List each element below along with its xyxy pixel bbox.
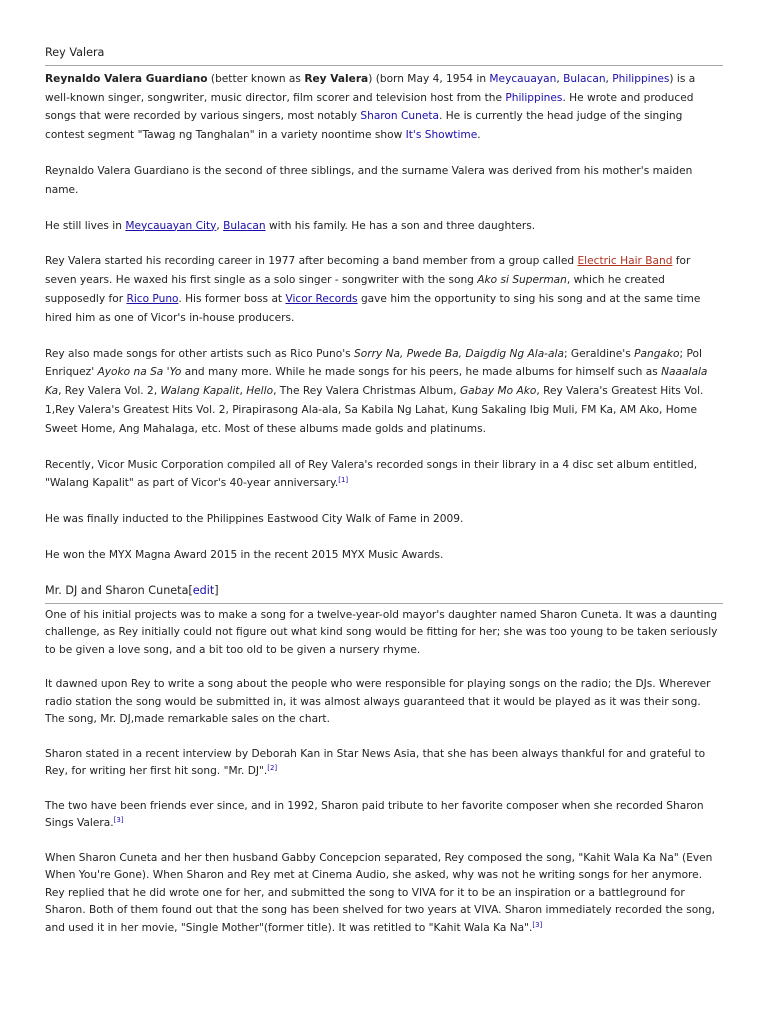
full-name: Reynaldo Valera Guardiano: [45, 72, 208, 85]
section-body: [45, 607, 723, 938]
reference-link[interactable]: [2]: [267, 764, 278, 773]
album-title: Hello: [246, 385, 274, 398]
djs-paragraph: It dawned upon Rey to write a song about the people who were responsible for playing songs on the radio; the DJs. Wherever radio station the song would be submitted in, it was almost always guaranteed that it would be played as it was their song. The song, Mr. DJ,made remarkable sales on the chart.: [45, 678, 711, 726]
page-title: Rey Valera: [45, 44, 723, 66]
myx-award-paragraph: He won the MYX Magna Award 2015 in the recent 2015 MYX Music Awards.: [45, 548, 444, 561]
text: When Sharon Cuneta and her then husband Gabby Concepcion separated, Rey composed the song, "Kahit Wala Ka Na" (Even When You're Gone). When Sharon and Rey met at Cinema Audio, she asked, why was not he writing songs for her anymore. Rey replied that he did wrote one for her, and submitted the song to VIVA for it to be an inspiration or a battleground for Sharon. Both of them found out that the song has been shelved for two years at VIVA. Sharon immediately recorded the song, and used it in her movie, "Single Mother"(former title). It was retitled to "Kahit Wala Ka Na".: [45, 851, 716, 934]
link-meycauayan[interactable]: Meycauayan: [489, 72, 557, 85]
text: ; Geraldine's: [563, 347, 635, 360]
text: ,: [605, 72, 613, 85]
text: . He is currently the head judge of the singing contest segment "Tawag ng Tanghalan" in a variety noontime show: [45, 110, 683, 142]
text: He still lives in: [45, 219, 126, 232]
song-title: Sorry Na, Pwede Ba, Daigdig Ng Ala-ala: [354, 347, 564, 360]
edit-link[interactable]: edit: [192, 583, 215, 597]
text: , Rey Valera Vol. 2,: [58, 385, 161, 398]
career-paragraph: [45, 252, 723, 327]
text: , which he created supposedly for: [45, 274, 665, 305]
tribute-paragraph: [45, 798, 723, 833]
interview-paragraph: [45, 746, 723, 781]
link-philippines-2[interactable]: Philippines: [505, 91, 563, 104]
text: ,: [239, 385, 247, 398]
text: Sharon stated in a recent interview by Deborah Kan in Star News Asia, that she has been always thankful for and grateful to Rey, for writing her first hit song. "Mr. DJ".: [45, 747, 706, 778]
link-its-showtime[interactable]: It's Showtime: [405, 129, 478, 142]
album-title: Gabay Mo Ako: [459, 385, 537, 398]
bracket: ]: [214, 583, 219, 597]
text: gave him the opportunity to sing his song and at the same time hired him as one of Vicor's in-house producers.: [45, 292, 701, 324]
reference-link[interactable]: [3]: [113, 816, 124, 825]
text: for seven years. He waxed his first single as a solo singer - songwriter with the song: [45, 255, 691, 287]
text: ; Pol Enriquez': [45, 347, 702, 379]
link-sharon-cuneta[interactable]: Sharon Cuneta: [360, 110, 439, 123]
walk-of-fame-paragraph: He was finally inducted to the Philippines Eastwood City Walk of Fame in 2009.: [45, 513, 464, 526]
text: , Rey Valera's Greatest Hits Vol. 1,Rey Valera's Greatest Hits Vol. 2, Pirapirasong Ala-ala, Sa Kabila Ng Lahat, Kung Sakaling Ibig Muli, FM Ka, AM Ako, Home Sweet Home, Ang Mahalaga, etc. Most of these albums made golds and platinums.: [45, 385, 704, 435]
text: .: [477, 129, 481, 142]
link-philippines[interactable]: Philippines: [612, 72, 670, 85]
residence-paragraph: [45, 217, 723, 236]
songs-paragraph: [45, 345, 723, 439]
initial-project-paragraph: One of his initial projects was to make a song for a twelve-year-old mayor's daughter named Sharon Cuneta. It was a daunting challenge, as Rey initially could not figure out what kind song would be fitting for her; she was too young to be taken seriously to be given a love song, and a bit too old to be given a nursery rhyme.: [45, 608, 718, 656]
album-title: Naaalala Ka: [45, 366, 708, 398]
text: . He wrote and produced songs that were recorded by various singers, most notably: [45, 91, 694, 123]
link-bulacan-2[interactable]: Bulacan: [223, 219, 266, 232]
vicor-paragraph: [45, 456, 723, 494]
intro-paragraph: [45, 70, 723, 145]
text: Rey Valera started his recording career in 1977 after becoming a band member from a group called: [45, 255, 578, 268]
text: and many more. While he made songs for his peers, he made albums for himself such as: [181, 366, 662, 379]
text: The two have been friends ever since, and in 1992, Sharon paid tribute to her favorite composer when she recorded Sharon Sings Valera.: [45, 799, 704, 830]
section-title: Mr. DJ and Sharon Cuneta: [45, 583, 189, 597]
article: [45, 44, 723, 954]
link-meycauayan-city[interactable]: Meycauayan City: [125, 219, 217, 232]
short-name: Rey Valera: [304, 72, 369, 85]
text: (better known as: [207, 72, 305, 85]
text: ,: [216, 219, 224, 232]
reference-link[interactable]: [3]: [532, 920, 543, 929]
song-title: Ako si Superman: [477, 274, 567, 287]
link-vicor-records[interactable]: Vicor Records: [285, 292, 358, 305]
text: . His former boss at: [178, 292, 286, 305]
bracket: [: [188, 583, 193, 597]
text: ) is a well-known singer, songwriter, music director, film scorer and television host from the: [45, 72, 696, 104]
kahit-wala-paragraph: [45, 850, 723, 938]
section-heading: [45, 582, 723, 604]
text: ,: [556, 72, 564, 85]
text: , The Rey Valera Christmas Album,: [273, 385, 460, 398]
reference-link[interactable]: [1]: [338, 476, 349, 485]
song-title: Ayoko na Sa 'Yo: [97, 366, 182, 379]
siblings-paragraph: Reynaldo Valera Guardiano is the second of three siblings, and the surname Valera was derived from his mother's maiden name.: [45, 164, 693, 196]
text: Rey also made songs for other artists such as Rico Puno's: [45, 347, 355, 360]
song-title: Pangako: [634, 347, 680, 360]
text: Recently, Vicor Music Corporation compiled all of Rey Valera's recorded songs in their library in a 4 disc set album entitled, "Walang Kapalit" as part of Vicor's 40-year anniversary.: [45, 458, 698, 490]
album-title: Walang Kapalit: [160, 385, 240, 398]
link-bulacan[interactable]: Bulacan: [563, 72, 606, 85]
text: ) (born May 4, 1954 in: [368, 72, 490, 85]
text: with his family. He has a son and three daughters.: [265, 219, 536, 232]
link-electric-hair-band[interactable]: Electric Hair Band: [577, 255, 673, 268]
link-rico-puno[interactable]: Rico Puno: [126, 292, 179, 305]
